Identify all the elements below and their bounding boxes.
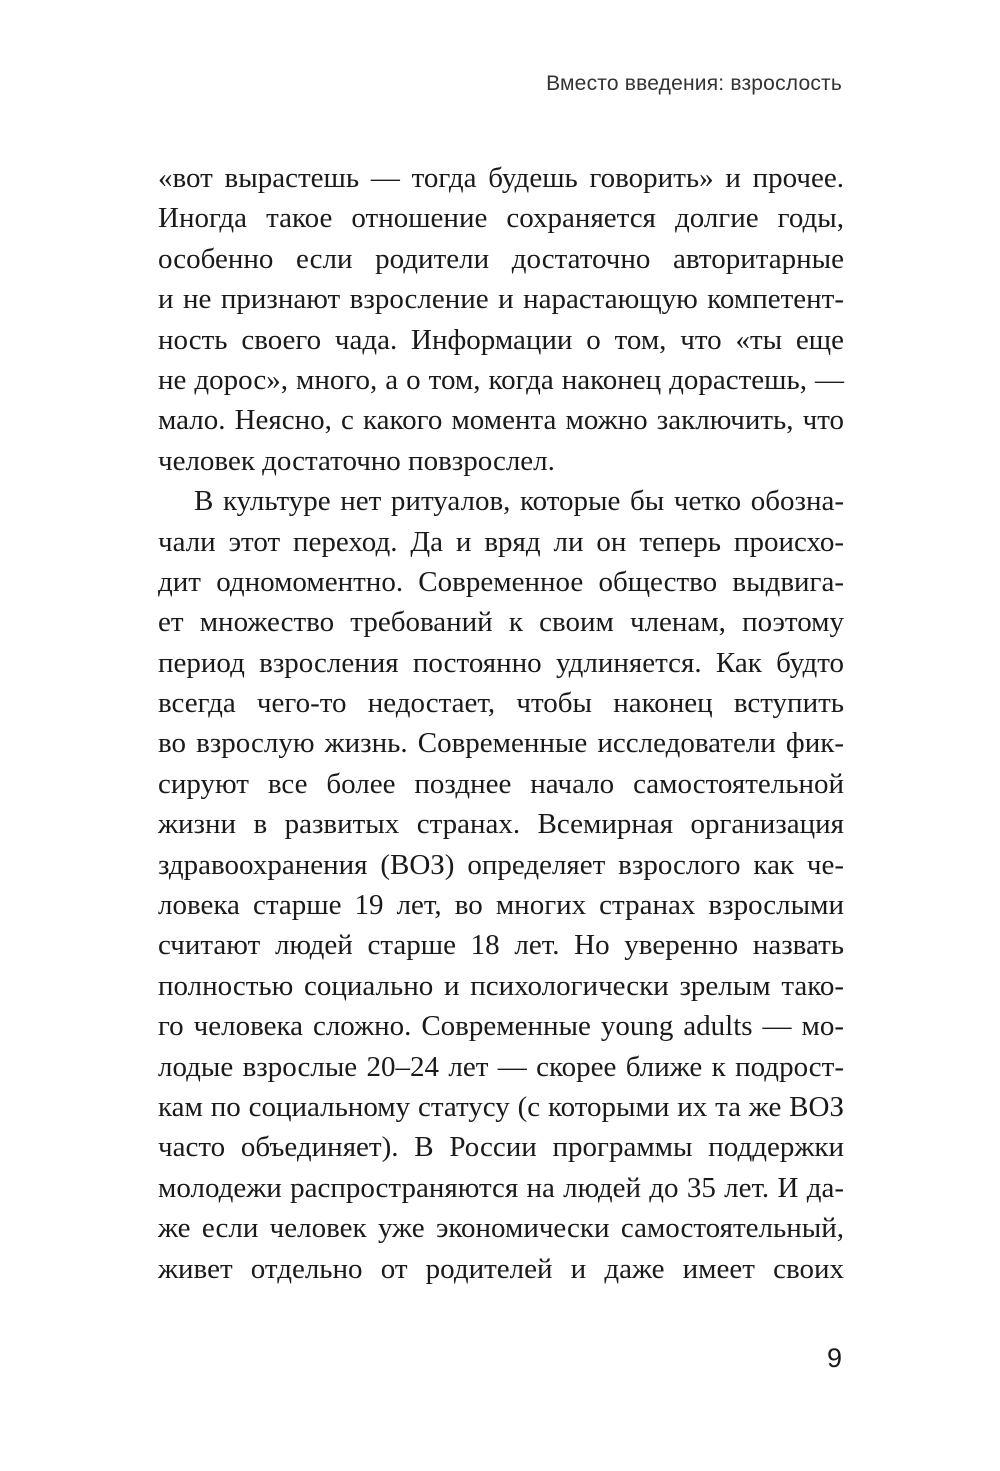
text-line: дит одномоментно. Современное общество выдвига- xyxy=(158,565,844,598)
text-line: жизни в развитых странах. Всемирная организация xyxy=(158,808,844,841)
running-title: Вместо введения: взрослость xyxy=(546,72,842,95)
text-line: всегда чего-то недостает, чтобы наконец вступить xyxy=(158,687,844,720)
text-line: Иногда такое отношение сохраняется долгие годы, xyxy=(158,202,844,235)
text-line: чали этот переход. Да и вряд ли он теперь происхо- xyxy=(158,525,844,558)
text-line: и не признают взросление и нарастающую компетент- xyxy=(158,283,844,316)
text-line: во взрослую жизнь. Современные исследователи фик- xyxy=(158,727,844,760)
text-line: ность своего чада. Информации о том, что «ты еще xyxy=(158,323,844,356)
text-line: человек достаточно повзрослел. xyxy=(158,444,555,477)
text-line: ловека старше 19 лет, во многих странах взрослыми xyxy=(158,889,844,922)
text-line: го человека сложно. Современные young adults — мо- xyxy=(158,1010,844,1043)
text-line: же если человек уже экономически самостоятельный, xyxy=(158,1212,844,1245)
text-line: сируют все более позднее начало самостоятельной xyxy=(158,767,844,800)
text-line: особенно если родители достаточно авторитарные xyxy=(158,242,844,275)
text-line: «вот вырастешь — тогда будешь говорить» и прочее. xyxy=(158,162,844,194)
body-text xyxy=(158,158,844,1289)
text-line: ет множество требований к своим членам, поэтому xyxy=(158,606,844,639)
text-line: период взросления постоянно удлиняется. Как будто xyxy=(158,646,844,679)
text-line: В культуре нет ритуалов, которые бы четко обозна- xyxy=(194,485,844,518)
page-number: 9 xyxy=(826,1343,842,1373)
text-line: мало. Неясно, с какого момента можно заключить, что xyxy=(158,404,844,437)
text-line: живет отдельно от родителей и даже имеет своих xyxy=(158,1252,844,1285)
text-line: лодые взрослые 20–24 лет — скорее ближе к подрост- xyxy=(158,1050,844,1083)
text-line: считают людей старше 18 лет. Но уверенно назвать xyxy=(158,929,844,962)
text-line: кам по социальному статусу (с которыми их та же ВОЗ xyxy=(158,1090,844,1123)
text-line: часто объединяет). В России программы поддержки xyxy=(158,1131,844,1164)
text-line: здравоохранения (ВОЗ) определяет взрослого как че- xyxy=(158,848,844,881)
text-line: молодежи распространяются на людей до 35 лет. И да- xyxy=(158,1171,844,1204)
text-line: полностью социально и психологически зрелым тако- xyxy=(158,969,844,1002)
text-line: не дорос», много, а о том, когда наконец дорастешь, — xyxy=(158,363,844,396)
